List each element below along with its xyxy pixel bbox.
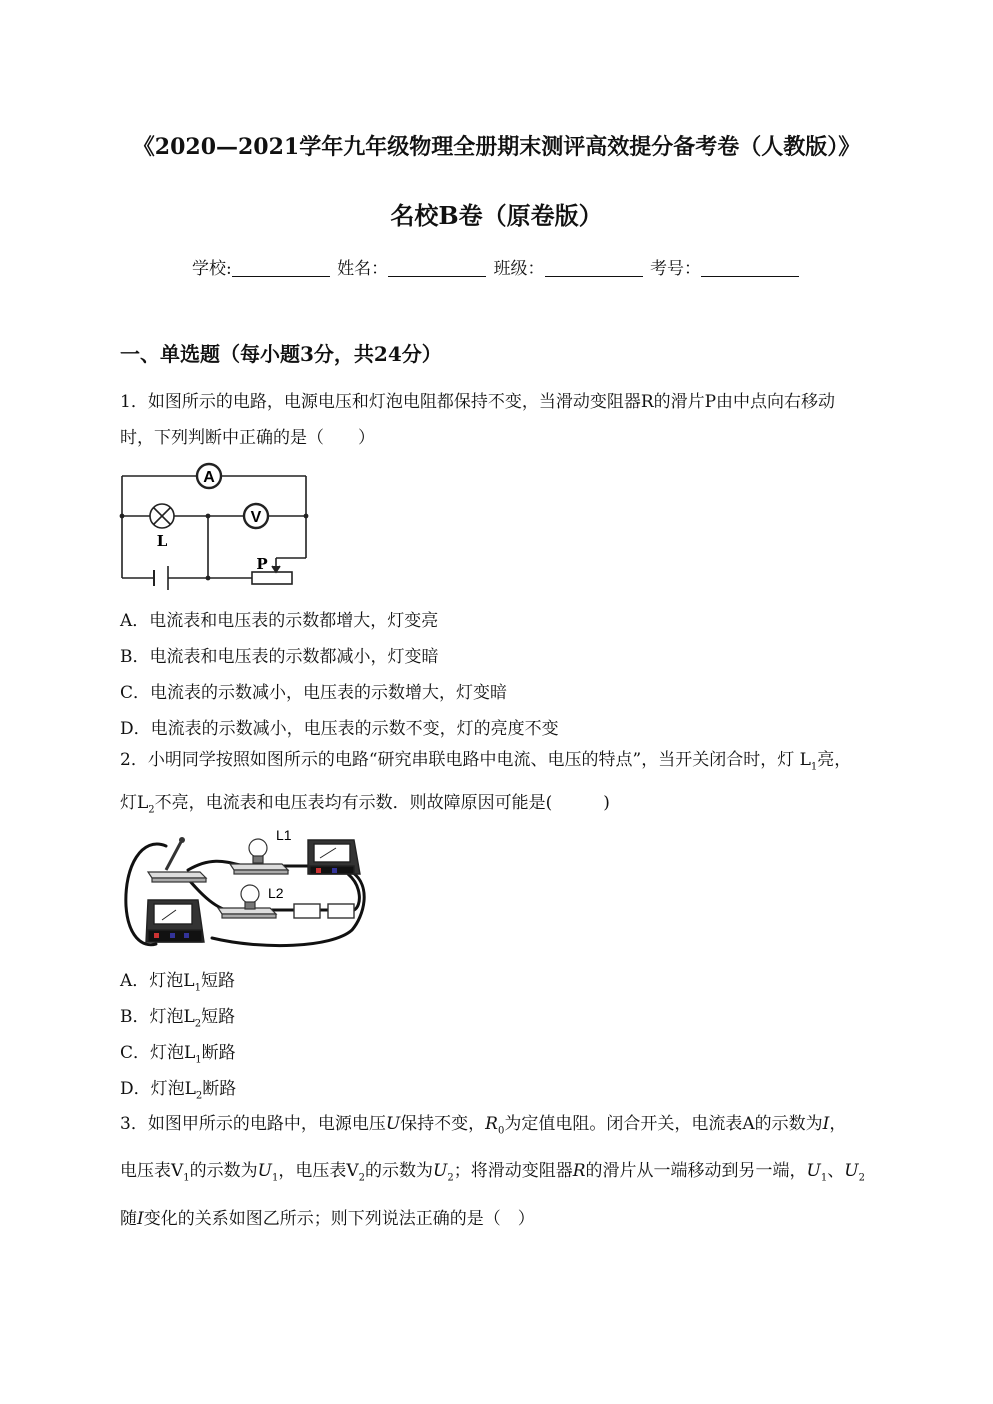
- school-field[interactable]: [232, 258, 330, 277]
- slider-label: P: [256, 555, 268, 573]
- document-title: 《2020—2021学年九年级物理全册期末测评高效提分备考卷（人教版）》: [132, 134, 861, 160]
- q2-option-a[interactable]: A．灯泡$L_1$短路: [120, 971, 235, 994]
- document-subtitle: 名校B卷（原卷版）: [390, 201, 603, 230]
- class-label: 班级：: [493, 259, 545, 279]
- ammeter-label: A: [203, 469, 215, 486]
- q2-option-d[interactable]: D．灯泡$L_2$断路: [120, 1079, 237, 1102]
- exam-number-label: 考号：: [649, 259, 701, 279]
- question-3-line-3: 随I变化的关系如图乙所示；则下列说法正确的是（ ）: [120, 1208, 535, 1229]
- question-1: [120, 384, 890, 456]
- q1-option-a[interactable]: A．电流表和电压表的示数都增大，灯变亮: [120, 611, 439, 631]
- student-info-row: [0, 254, 993, 279]
- lamp-1-label: L1: [276, 827, 292, 843]
- question-1-line-2: 时，下列判断中正确的是（ ）: [120, 428, 375, 448]
- question-2-circuit-photo: [122, 826, 372, 950]
- q1-option-d[interactable]: D．电流表的示数减小，电压表的示数不变，灯的亮度不变: [120, 719, 559, 739]
- section-heading: 一、单选题（每小题3分，共24分）: [120, 342, 442, 366]
- question-1-circuit-diagram: [116, 462, 312, 590]
- question-2-line-2: 灯$L_2$不亮，电流表和电压表均有示数．则故障原因可能是( ): [120, 793, 610, 816]
- lamp-label: L: [156, 532, 168, 550]
- q2-option-c[interactable]: C．灯泡$L_1$断路: [120, 1043, 236, 1066]
- question-3: [120, 1104, 890, 1239]
- q1-option-c[interactable]: C．电流表的示数减小，电压表的示数增大，灯变暗: [120, 683, 508, 703]
- name-label: 姓名：: [337, 259, 389, 279]
- q1-option-b[interactable]: B．电流表和电压表的示数都减小，灯变暗: [120, 647, 439, 667]
- lamp-2-label: L2: [268, 885, 284, 901]
- school-label: 学校:: [192, 259, 232, 279]
- voltmeter-label: V: [250, 509, 262, 526]
- question-3-line-1: 3．如图甲所示的电路中，电源电压U保持不变，$R_0$为定值电阻。闭合开关，电流表A的示数为I，: [120, 1114, 847, 1137]
- question-2-line-1: 2．小明同学按照如图所示的电路“研究串联电路中电流、电压的特点”，当开关闭合时，灯 $L_1$亮，: [120, 750, 852, 773]
- name-field[interactable]: [388, 258, 486, 277]
- question-2: [120, 742, 890, 829]
- exam-number-field[interactable]: [701, 258, 799, 277]
- question-3-line-2: 电压表$V_1$的示数为$U_1$，电压表$V_2$的示数为$U_2$；将滑动变阻器R的滑片从一端移动到另一端，$U_1$、$U_2$: [120, 1161, 865, 1184]
- q2-option-b[interactable]: B．灯泡$L_2$短路: [120, 1007, 236, 1030]
- class-field[interactable]: [545, 258, 643, 277]
- question-1-line-1: 1．如图所示的电路，电源电压和灯泡电阻都保持不变，当滑动变阻器R的滑片P由中点向右移动: [120, 392, 836, 412]
